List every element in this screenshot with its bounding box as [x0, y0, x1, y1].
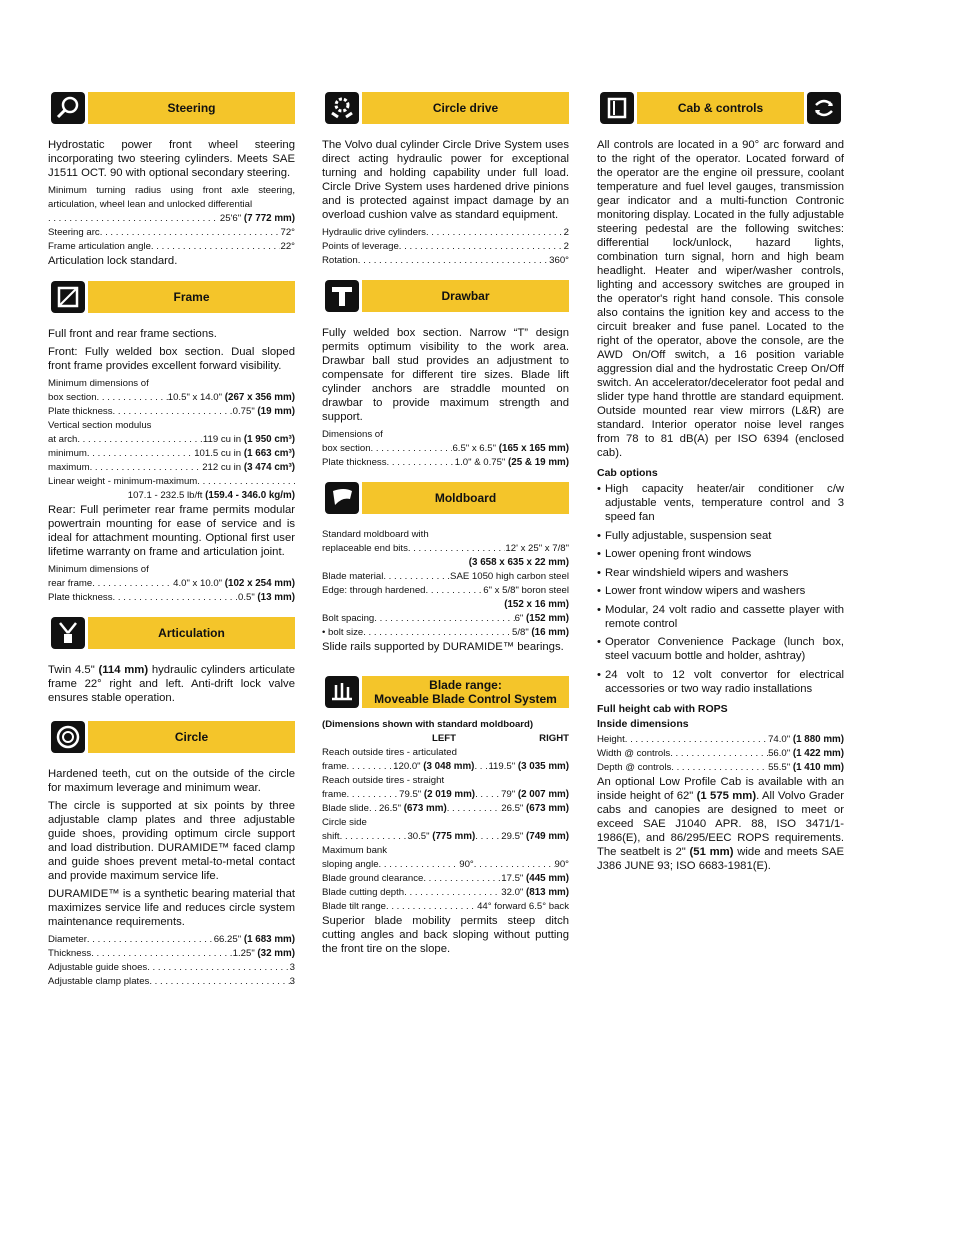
- list-item: • 24 volt to 12 volt convertor for electrical accessories or two way radio installations: [597, 668, 844, 696]
- minimum-row: minimum . . . 101.5 cu in (1 663 cm³): [48, 447, 295, 461]
- cab-header: [597, 92, 844, 124]
- rotate-icon: [804, 92, 844, 124]
- steering-arc-row: Steering arc . . . 72°: [48, 226, 295, 240]
- list-item: • Modular, 24 volt radio and cassette player with remote control: [597, 603, 844, 631]
- list-item: • Lower opening front windows: [597, 547, 844, 561]
- steering-header: [48, 92, 295, 124]
- end-bits-metric: (3 658 x 635 x 22 mm): [468, 557, 569, 568]
- circle-side-label: Circle side: [322, 817, 367, 828]
- articulation-icon: [48, 617, 88, 649]
- cab-depth-row: Depth @ controls . . . 55.5" (1 410 mm): [597, 761, 844, 775]
- moldboard-header: [322, 482, 569, 514]
- circle-header: [48, 721, 295, 753]
- plate-thickness-row: Plate thickness . . . 0.75" (19 mm): [48, 405, 295, 419]
- drawbar-dim-label: Dimensions of: [322, 429, 383, 440]
- points-leverage-row: Points of leverage . . . 2: [322, 240, 569, 254]
- blade-material-row: Blade material . . . SAE 1050 high carbon steel: [322, 570, 569, 584]
- frame-desc-3: Rear: Full perimeter rear frame permits modular powertrain mounting for ease of service and is ideal for attachment mounting. Optional first user lifetime warranty on frame and articulation joint.: [48, 504, 295, 558]
- blade-slide-row: Blade slide . . . 26.5" (673 mm) . . . 26.5" (673 mm): [322, 802, 569, 816]
- standard-moldboard-label: Standard moldboard with: [322, 529, 429, 540]
- tilt-range-row: Blade tilt range . . . 44° forward 6.5° back: [322, 900, 569, 914]
- drawbar-desc: Fully welded box section. Narrow “T” design permits optimum visibility to the work area. Drawbar ball stud provides an adjustment to compensate for different tire sizes. Blade lift cylinder anchors are straddle mounted on drawbar to provide maximum strength and support.: [322, 327, 569, 423]
- hydraulic-drive-row: Hydraulic drive cylinders . . . 2: [322, 226, 569, 240]
- circle-desc-1: Hardened teeth, cut on the outside of the circle for maximum leverage and minimum wear.: [48, 768, 295, 794]
- articulation-header: [48, 617, 295, 649]
- blade-mobility-text: Superior blade mobility permits steep ditch cutting angles and back sloping without putting the front tire on the slope.: [322, 915, 569, 955]
- articulation-desc: Twin 4.5" (114 mm) hydraulic cylinders articulate frame 22° right and left. Anti-drift lock valve ensures stable operation.: [48, 664, 296, 704]
- cutting-depth-row: Blade cutting depth . . . 32.0" (813 mm): [322, 886, 569, 900]
- frame-icon: [48, 281, 88, 313]
- column-middle: [322, 92, 569, 960]
- circle-title: Circle: [174, 730, 209, 744]
- list-item: • Operator Convenience Package (lunch box, steel vacuum bottle and holder, ashtray): [597, 635, 844, 663]
- moldboard-title: Moldboard: [434, 491, 497, 505]
- frame-mindim-2: Minimum dimensions of: [48, 564, 149, 575]
- reach-articulated-row: frame . . . 120.0" (3 048 mm) . . . 119.5" (3 035 mm): [322, 760, 569, 774]
- steering-title: Steering: [167, 101, 216, 115]
- thickness-row: Thickness . . . 1.25" (32 mm): [48, 947, 295, 961]
- steering-icon: [48, 92, 88, 124]
- left-right-header: LEFT RIGHT: [432, 733, 569, 744]
- circle-desc-2: The circle is supported at six points by three adjustable clamp plates and three adjustable guide shoes, providing optimum circle support and load distribution. DURAMIDE™ faced clamp and guide shoes prevent metal-to-metal contact and provide maximum service life.: [48, 800, 295, 882]
- cab-options-list: [597, 482, 844, 696]
- bolt-spacing-row: Bolt spacing . . . 6" (152 mm): [322, 612, 569, 626]
- cab-title: Cab & controls: [677, 101, 764, 115]
- cab-width-row: Width @ controls . . . 56.0" (1 422 mm): [597, 747, 844, 761]
- clamp-plates-row: Adjustable clamp plates . . . 3: [48, 975, 295, 989]
- blade-range-header: [322, 676, 569, 708]
- frame-title: Frame: [173, 290, 210, 304]
- circle-drive-header: [322, 92, 569, 124]
- turning-radius-row: . . . 25'6" (7 772 mm): [48, 212, 295, 226]
- diameter-row: Diameter . . . 66.25" (1 683 mm): [48, 933, 295, 947]
- drawbar-icon: [322, 280, 362, 312]
- ground-clearance-row: Blade ground clearance . . . 17.5" (445 mm): [322, 872, 569, 886]
- articulation-lock-text: Articulation lock standard.: [48, 255, 178, 267]
- cab-icon: [597, 92, 637, 124]
- reach-straight-row: frame . . . 79.5" (2 019 mm) . . . 79" (2 007 mm): [322, 788, 569, 802]
- list-item: • Rear windshield wipers and washers: [597, 566, 844, 580]
- rear-frame-row: rear frame . . . 4.0" x 10.0" (102 x 254 mm): [48, 577, 295, 591]
- gear-icon: [322, 92, 362, 124]
- frame-articulation-row: Frame articulation angle . . . 22°: [48, 240, 295, 254]
- circle-icon: [48, 721, 88, 753]
- list-item: • Fully adjustable, suspension seat: [597, 529, 844, 543]
- blade-range-title: Blade range: Moveable Blade Control System: [374, 678, 557, 706]
- blade-control-icon: [322, 676, 362, 708]
- box-section-row: box section . . . 10.5" x 14.0" (267 x 356 mm): [48, 391, 295, 405]
- column-right: [597, 92, 844, 877]
- sloping-angle-row: sloping angle . . . 90° . . . 90°: [322, 858, 569, 872]
- frame-desc-2: Front: Fully welded box section. Dual sloped front frame provides excellent forward visibility.: [48, 346, 295, 372]
- reach-straight-label: Reach outside tires - straight: [322, 775, 445, 786]
- low-profile-cab-text: An optional Low Profile Cab is available with an inside height of 62" (1 575 mm). All Volvo Grader cabs and canopies are designed to meet or exceed SAE J1040 APR. 88, ISO 3471/1-1986(E), and 86/295/EEC ROPS requirements. The seatbelt is 2" (51 mm) wide and meets SAE J386 JUNE 93; ISO 6683-1981(E).: [597, 775, 845, 872]
- linear-weight-row: Linear weight - minimum-maximum . . .: [48, 475, 295, 489]
- cab-height-row: Height . . . 74.0" (1 880 mm): [597, 733, 844, 747]
- frame-desc-1: Full front and rear frame sections.: [48, 328, 217, 340]
- moldboard-icon: [322, 482, 362, 514]
- full-height-cab-title: Full height cab with ROPS: [597, 702, 728, 715]
- circle-drive-desc: The Volvo dual cylinder Circle Drive System uses direct acting hydraulic power for exceptional turning and holding capability under full load. Circle Drive System uses hardened drive pinions and is protected against impact damage by an overload cushion valve as standard equipment.: [322, 139, 569, 221]
- vertical-section-label: Vertical section modulus: [48, 420, 152, 431]
- drawbar-header: [322, 280, 569, 312]
- drawbar-title: Drawbar: [441, 289, 490, 303]
- maximum-row: maximum . . . 212 cu in (3 474 cm³): [48, 461, 295, 475]
- plate-thickness-2-row: Plate thickness . . . 0.5" (13 mm): [48, 591, 295, 605]
- circle-desc-3: DURAMIDE™ is a synthetic bearing material that maximizes service life and reduces circle system maintenance requirements.: [48, 888, 295, 928]
- max-bank-label: Maximum bank: [322, 845, 388, 856]
- guide-shoes-row: Adjustable guide shoes . . . 3: [48, 961, 295, 975]
- at-arch-row: at arch . . . 119 cu in (1 950 cm³): [48, 433, 295, 447]
- edge-metric: (152 x 16 mm): [504, 599, 569, 610]
- steering-desc: Hydrostatic power front wheel steering incorporating two steering cylinders. Meets SAE J1511 OCT. 90 with optional secondary steering.: [48, 139, 295, 179]
- column-left: [48, 92, 295, 989]
- bolt-size-row: • bolt size . . . 5/8" (16 mm): [322, 626, 569, 640]
- reach-articulated-label: Reach outside tires - articulated: [322, 747, 457, 758]
- drawbar-plate-row: Plate thickness . . . 1.0" & 0.75" (25 & 19 mm): [322, 456, 569, 470]
- linear-weight-value: 107.1 - 232.5 lb/ft (159.4 - 346.0 kg/m): [127, 490, 295, 501]
- inside-dimensions-title: Inside dimensions: [597, 717, 689, 730]
- edge-row: Edge: through hardened . . . 6" x 5/8" boron steel: [322, 584, 569, 598]
- frame-mindim: Minimum dimensions of: [48, 378, 149, 389]
- slide-rails-text: Slide rails supported by DURAMIDE™ bearings.: [322, 641, 564, 653]
- cab-options-title: Cab options: [597, 467, 658, 479]
- articulation-title: Articulation: [158, 626, 225, 640]
- drawbar-box-row: box section . . . 6.5" x 6.5" (165 x 165 mm): [322, 442, 569, 456]
- blade-range-note: (Dimensions shown with standard moldboard): [322, 719, 534, 730]
- rotation-row: Rotation . . . 360°: [322, 254, 569, 268]
- end-bits-row: replaceable end bits . . . 12' x 25" x 7/8": [322, 542, 569, 556]
- cab-desc: All controls are located in a 90° arc forward and to the right of the operator. Located forward of the operator are the engine oil pressure, coolant temperature and fuel level gauges, transmission gear indicator and a multi-function Contronic monitoring display. Located in the fully adjustable steering pedestal are the following switches: differential lock/unlock, hazard lights, combination turn signal, horn and high beam headlight. Heater and wiper/washer controls, lighting and accessory switches are grouped in the operator's right hand console. This console also contains the ignition key and access to the circuit breaker and fuse panel. Located to the right of the operator, above the console, are the AWD On/Off switch, a 16 position variable aggression dial and the hydrostatic Creep On/Off switch. An accelerator/decelerator foot pedal and slider type hand throttle are standard equipment. Outside mounted rear view mirrors (L&R) are standard. Interior operator noise level ranges from 78 to 81 dB(A) per ISO 6394 (enclosed cab).: [597, 139, 844, 459]
- circle-side-row: shift . . . 30.5" (775 mm) . . . 29.5" (749 mm): [322, 830, 569, 844]
- frame-header: [48, 281, 295, 313]
- list-item: • High capacity heater/air conditioner c/w adjustable vents, temperature control and 3 speed fan: [597, 482, 844, 524]
- turning-radius-text: Minimum turning radius using front axle steering, articulation, wheel lean and unlocked differential: [48, 185, 295, 210]
- circle-drive-title: Circle drive: [432, 101, 499, 115]
- list-item: • Lower front window wipers and washers: [597, 584, 844, 598]
